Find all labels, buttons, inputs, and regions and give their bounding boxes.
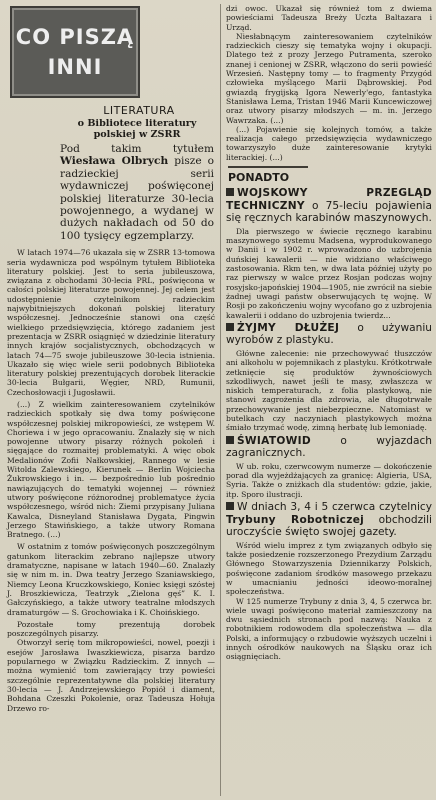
article-continuation xyxy=(226,4,432,162)
square-bullet-icon xyxy=(226,323,234,331)
lede-text-1: Pod takim tytułem xyxy=(60,143,214,155)
article-lede xyxy=(60,143,214,242)
masthead-line-1: CO PISZĄ xyxy=(15,25,135,49)
article-paragraph: (...) Pojawienie się kolejnych tomów, a także realizacja całego przedsięwzięcia wydawniczego towarzyszyło duże zainteresowanie krytyki literackiej. (...) xyxy=(226,124,432,162)
item-title: WOJSKOWY PRZEGLĄD TECHNICZNY xyxy=(226,187,432,212)
item-heading xyxy=(226,435,432,460)
section-title: PONADTO xyxy=(228,166,308,184)
square-bullet-icon xyxy=(226,436,234,444)
article-kicker: LITERATURA xyxy=(103,104,175,117)
item-heading xyxy=(226,501,432,539)
item-paragraph: Dla pierwszego w świecie ręcznego karabinu maszynowego systemu Madsena, wyprodukowanego w Danii i w 1902 r. wprowadzono do uzbrojenia duńskiej kawalerii — nie widziano właściwego zastosowania. Rkm ten, w dwa lata później użyty po raz pierwszy w walce przez Rosjan podczas wojny rosyjsko-japońskiej 1904—1905, nie zwrócił na siebie żadnej uwagi państw obserwujących tę wojnę. W Rosji po zakończeniu wojny wycofano go z uzbrojenia kawalerii i oddano do uzbrojenia twierdz... xyxy=(226,226,432,320)
left-column xyxy=(4,0,218,800)
item-body xyxy=(226,227,432,320)
item-paragraph: W 125 numerze Trybuny z dnia 3, 4, 5 czerwca br. wiele uwagi poświęcono materiał zamieszczony na dwu sąsiednich stronach pod nazwą: Nauka z robotnikiem rodowodem dla społeczeństwa — dla Polski, a informujący o rzbudowie wyższych uczelni i innych ośrodków naukowych na Śląsku oraz ich osiągnięciach. xyxy=(226,596,432,662)
article-paragraph: Pozostałe tomy prezentują dorobek poszczególnych pisarzy. xyxy=(7,619,215,639)
article-headline: o Bibliotece literatury polskiej w ZSRR xyxy=(77,118,197,140)
item-body xyxy=(226,349,432,433)
masthead-line-2: INNI xyxy=(47,55,103,79)
item-body xyxy=(226,462,432,499)
item-paragraph: W ub. roku, czerwcowym numerze — dokończenie porad dla wyjeżdżających za granicę: Algieria, USA, Syria. Także o zniżkach dla studentów: gdzie, jakie, itp. Sporo ilustracji. xyxy=(226,461,432,499)
item-title: ŻYJMY DŁUŻEJ xyxy=(237,321,340,334)
square-bullet-icon xyxy=(226,188,234,196)
item-title: ŚWIATOWID xyxy=(237,434,311,447)
item-subtitle: W dniach 3, 4 i 5 czerwca czytelnicy xyxy=(237,501,432,514)
item-paragraph: Główne zalecenie: nie przechowywać tłuszczów ani alkoholu w pojemnikach z plastyku. Krótkotrwałe zetknięcie się produktów żywnościowych szkodliwych, nawet jeśli te masy, zwłaszcza w niskich temperaturach, z folia plastykową, nie stanowi zagrożenia dla zdrowia, ale długotrwałe przechowywanie jest niebezpieczne. Natomiast w butelkach czy naczyniach plastykowych można śmiało trzymać wodę, zimną herbatę lub lemoniadę. xyxy=(226,348,432,433)
column-masthead xyxy=(10,6,140,98)
right-column xyxy=(224,0,434,800)
article-paragraph: (...) Z wielkim zainteresowaniem czytelników radzieckich spotkały się dwa tomy poświęcone współczesnej polskiej mikropowieści, ze wstępem W. Choriewa i w jego opracowaniu. Znalazły się w nich powojenne utwory pisarzy różnych pokoleń i sięgające do rozmaitej problematyki. A więc obok Medalionów Zofii Nałkowskiej, Rannego w lesie Witolda Zalewskiego, Kierunek — Berlin Wojciecha Żukrowskiego i in. — bezpośrednio lub pośrednio nawiązujących do tematyki wojennej — również utwory poświęcone różnorodnej problematyce życia współczesnego, wśród nich: Ziemi przypisany Juliana Kawalca, Disneyland Stanisława Dygata, Pingwin Jerzego Stawińskiego, a także utwory Romana Bratnego. (...) xyxy=(7,400,215,540)
item-subtitle: obchodzili uroczyście święto swojej gazety. xyxy=(226,513,432,539)
column-divider xyxy=(220,4,221,796)
item-subtitle: o wyjazdach zagranicznych. xyxy=(226,434,432,460)
item-heading xyxy=(226,322,432,347)
article-paragraph: Niesłabnącym zainteresowaniem czytelników radzieckich cieszy się tematyka wojny i okupacji. Dlatego też z prozy Jerzego Putramenta, szeroko znanej i cenionej w ZSRR, włączono do serii powieść Wrzesień. Następny tomy — to fragmenty Przygód człowieka myślącego Marii Dąbrowskiej. Pod gwiazdą frygijską Igora Newerly'ego, fantastyka Stanisława Lema, Tristan 1946 Marii Kuncewiczowej oraz utwory pisarzy młodszych — m. in. Jerzego Wawrzaka. (...) xyxy=(226,31,432,125)
article-paragraph: Otworzył serię tom mikropowieści, nowel, poezji i esejów Jarosława Iwaszkiewicza, pisarza bardzo popularnego w Związku Radzieckim. Z innych — można wymienić tom zawierający trzy powieści szczególnie reprezentatywne dla polskiej literatury 30-lecia — J. Andrzejewskiego Popiół i diament, Bohdana Czeszki Pokolenie, oraz Tadeusza Hołuja Drzewo ro- xyxy=(7,638,215,713)
item-title: Trybuny Robotniczej xyxy=(226,513,365,526)
square-bullet-icon xyxy=(226,502,234,510)
article-paragraph: W ostatnim z tomów poświęconych poszczególnym gatunkom literackim zebrano najlepsze utwory dramatyczne, napisane w latach 1940—60. Znalazły się w nim m. in. Dwa teatry Jerzego Szaniawskiego, Niemcy Leona Kruczkowskiego, Koniec księgi szóstej J. Broszkiewicza, Teatrzyk „Zielona gęś” K. I. Gałczyńskiego, a także utwory teatralne młodszych dramaturgów — S. Grochowiaka i K. Choińskiego. xyxy=(7,542,215,617)
item-body xyxy=(226,541,432,662)
item-subtitle: o 75-leciu pojawienia się ręcznych karabinów maszynowych. xyxy=(226,199,432,225)
article-body xyxy=(7,248,215,713)
lede-text-2: pisze o radzieckiej serii wydawniczej poświęconej polskiej literaturze 30-lecia powojennego, a wydanej w dużych nakładach od 50 do 100 tysięcy egzemplarzy. xyxy=(60,155,214,242)
item-subtitle: o używaniu wyrobów z plastyku. xyxy=(226,321,432,347)
article-paragraph: dzi owoc. Ukazał się również tom z dwiema powieściami Tadeusza Breży Uczta Baltazara i Urząd. xyxy=(226,4,432,32)
item-paragraph: Wśród wielu imprez z tym związanych odbyło się także posiedzenie rozszerzonego Prezydium Zarządu Głównego Stowarzyszenia Dziennikarzy Polskich, poświęcone zadaniom środków masowego przekazu w umacnianiu jedności ideowo-moralnej społeczeństwa. xyxy=(226,540,432,597)
lede-author: Wiesława Olbrych xyxy=(60,155,169,168)
item-heading xyxy=(226,187,432,225)
article-paragraph: W latach 1974—76 ukazała się w ZSRR 13-tomowa seria wydawnicza pod wspólnym tytułem Biblioteka literatury polskiej. Jest to seria jubileuszowa, związana z obchodami 30-lecia PRL, poświęcona w całości polskiej literaturze powojennej. Jej celem jest udostępnienie czytelnikom radzieckim najwybitniejszych dokonań polskiej literatury współczesnej. Jednocześnie stanowi ona część wielkiego przedsięwzięcia, którego zadaniem jest prezentacja w ZSRR osiągnięć w dziedzinie literatury innych krajów socjalistycznych, obchodzących w latach 74—75 swoje jubileuszowe 30-lecia istnienia. Ukazało się więc wiele serii podobnych Biblioteka literatury polskiej prezentujących dorobek literackie 30-lecia Bułgarii, Węgier, NRD, Rumunii, Czechosłowacji i Jugosławii. xyxy=(7,248,215,397)
